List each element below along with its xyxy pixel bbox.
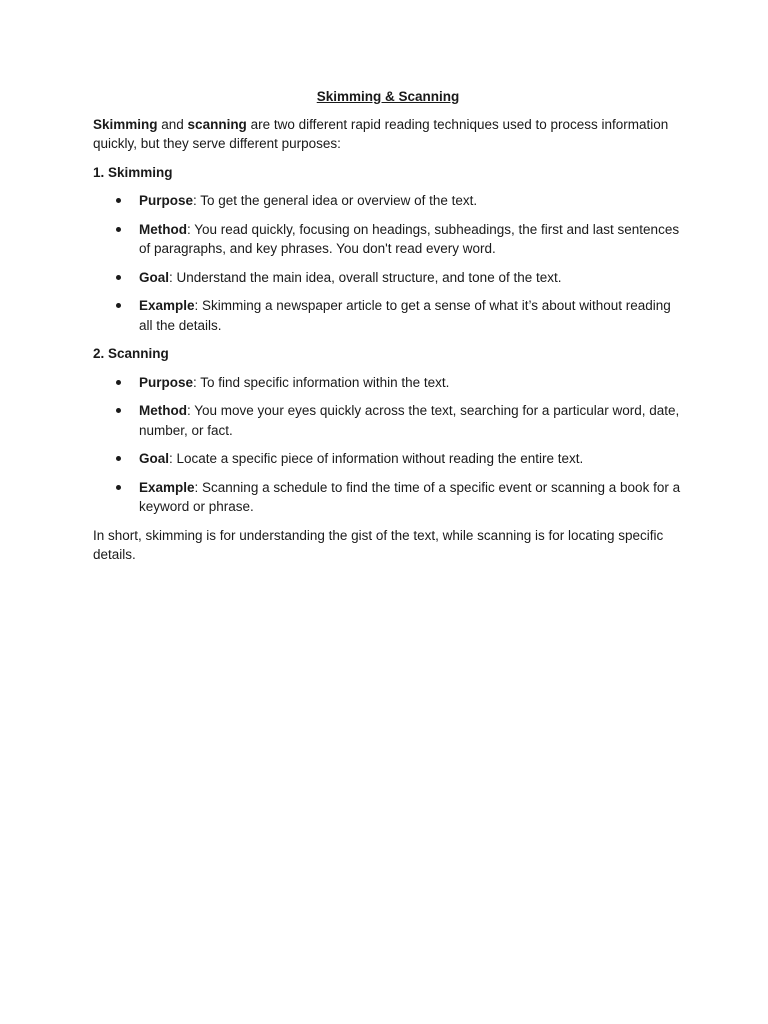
intro-rest: are two different rapid reading techniques used to process information quickly, but they serve different purposes: xyxy=(93,116,669,151)
list-item xyxy=(93,296,683,335)
item-text: : Locate a specific piece of information without reading the entire text. xyxy=(169,451,584,466)
intro-term-scanning: scanning xyxy=(187,116,247,132)
item-term: Goal xyxy=(139,451,170,466)
item-term: Method xyxy=(139,403,187,418)
item-text: : You read quickly, focusing on headings, subheadings, the first and last sentences of paragraphs, and key phrases. You don't read every word. xyxy=(139,221,680,256)
item-term: Example xyxy=(139,479,195,495)
item-term: Example xyxy=(139,298,195,313)
scanning-list xyxy=(93,373,683,517)
item-text: : To get the general idea or overview of the text. xyxy=(193,193,478,208)
conclusion-paragraph: In short, skimming is for understanding the gist of the text, while scanning is for locating specific details. xyxy=(93,527,664,562)
item-term: Method xyxy=(139,221,187,237)
item-text: : Understand the main idea, overall structure, and tone of the text. xyxy=(169,269,562,285)
bullet-icon xyxy=(116,303,121,308)
bullet-icon xyxy=(116,408,121,413)
list-item xyxy=(93,401,683,440)
intro-term-skimming: Skimming xyxy=(93,116,158,132)
list-item xyxy=(93,449,683,469)
bullet-icon xyxy=(116,227,121,232)
list-item xyxy=(93,191,683,211)
page-title: Skimming & Scanning xyxy=(316,89,460,104)
list-item xyxy=(93,478,683,517)
intro-and: and xyxy=(157,116,188,132)
section-heading-scanning: 2. Scanning xyxy=(93,346,169,361)
item-text: : Scanning a schedule to find the time of a specific event or scanning a book for a keyword or phrase. xyxy=(139,479,681,514)
bullet-icon xyxy=(116,456,121,461)
item-term: Goal xyxy=(139,269,170,285)
bullet-icon xyxy=(116,485,121,490)
item-term: Purpose xyxy=(139,374,194,390)
intro-paragraph xyxy=(93,115,683,154)
list-item xyxy=(93,373,683,393)
item-text: : Skimming a newspaper article to get a sense of what it’s about without reading all the details. xyxy=(139,298,671,333)
bullet-icon xyxy=(116,380,121,385)
list-item xyxy=(93,268,683,288)
item-text: : To find specific information within the text. xyxy=(193,374,450,390)
bullet-icon xyxy=(116,275,121,280)
list-item xyxy=(93,220,683,259)
skimming-list xyxy=(93,191,683,335)
document-body xyxy=(93,87,683,574)
item-term: Purpose xyxy=(139,193,194,208)
section-heading-skimming: 1. Skimming xyxy=(93,164,173,180)
item-text: : You move your eyes quickly across the text, searching for a particular word, date, number, or fact. xyxy=(139,403,680,438)
bullet-icon xyxy=(116,198,121,203)
